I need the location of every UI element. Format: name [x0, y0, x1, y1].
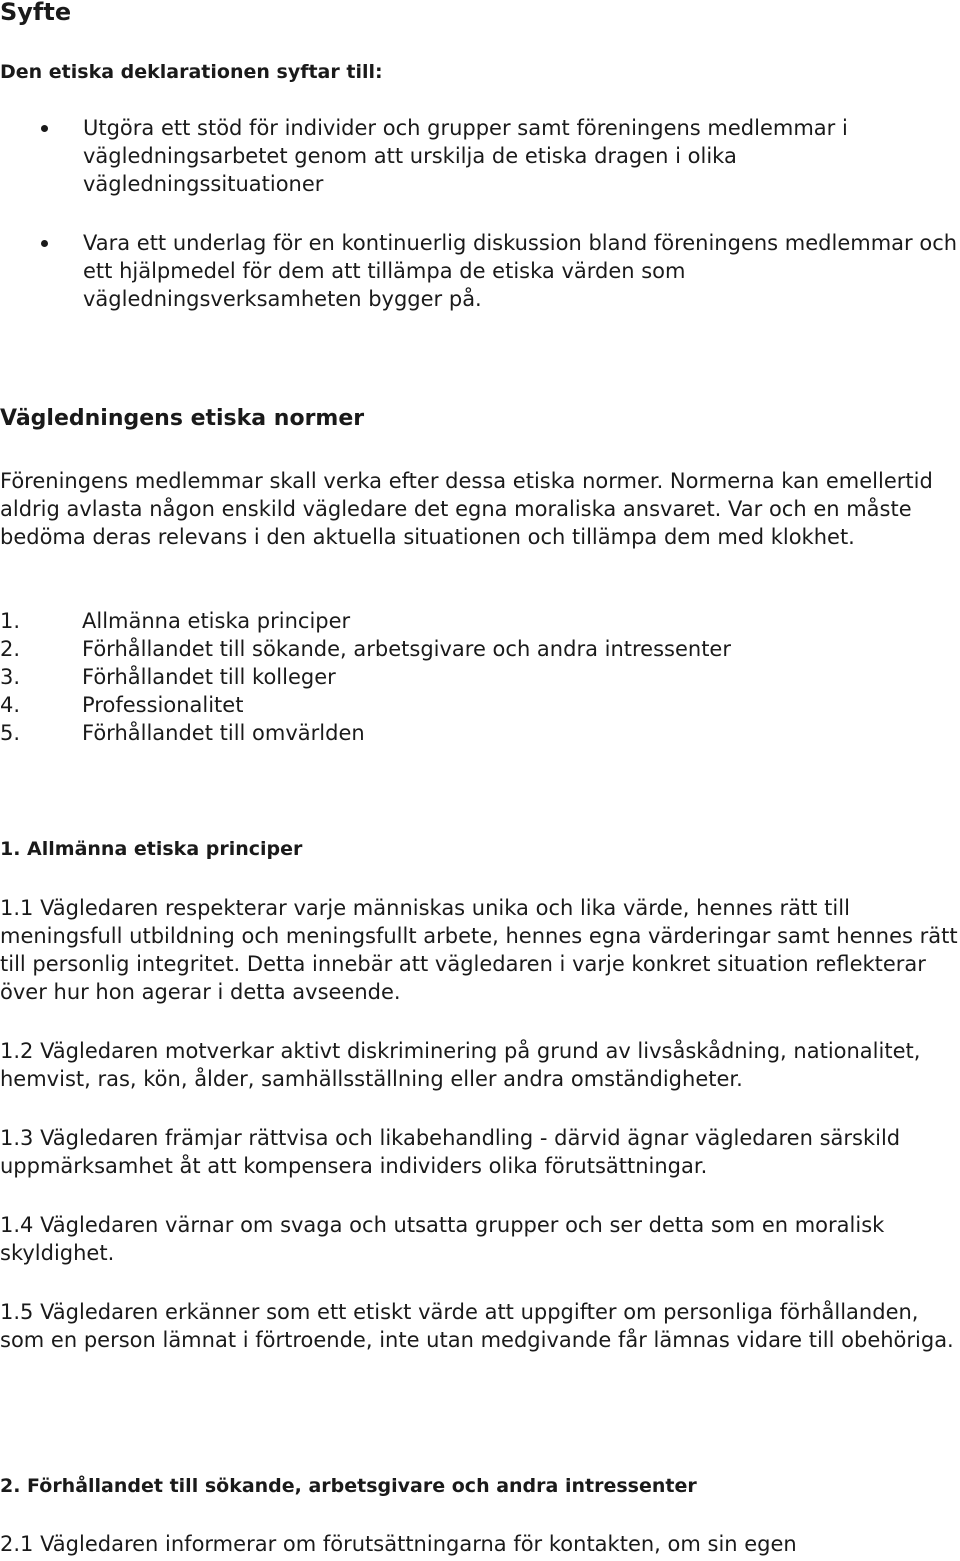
intro-heading: Den etiska deklarationen syftar till:: [0, 61, 383, 83]
norms-paragraph: Föreningens medlemmar skall verka efter dessa etiska normer. Normerna kan emellertid aldrig avlasta någon enskild vägledare det egna moraliska ansvaret. Var och en måste bedöma deras relevans i den aktuella situationen och tillämpa dem med klokhet.: [0, 469, 933, 549]
list-label: Professionalitet: [82, 693, 244, 717]
norms-heading: Vägledningens etiska normer: [0, 406, 365, 431]
list-number: 4.: [0, 693, 21, 717]
section2-paragraph: 2.1 Vägledaren informerar om förutsättningarna för kontakten, om sin egen: [0, 1532, 797, 1556]
section-title: Syfte: [0, 0, 72, 26]
list-number: 5.: [0, 721, 21, 745]
section2-heading: 2. Förhållandet till sökande, arbetsgivare och andra intressenter: [0, 1475, 697, 1497]
bullet-text: Vara ett underlag för en kontinuerlig diskussion bland föreningens medlemmar och ett hjälpmedel för dem att tillämpa de etiska värden som vägledningsverksamheten bygger på.: [83, 231, 958, 311]
list-label: Allmänna etiska principer: [82, 609, 351, 633]
section1-heading: 1. Allmänna etiska principer: [0, 838, 303, 860]
bullet-icon: [41, 240, 48, 247]
section1-paragraph: 1.3 Vägledaren främjar rättvisa och likabehandling - därvid ägnar vägledaren särskild uppmärksamhet åt att kompensera individers olika förutsättningar.: [0, 1126, 901, 1178]
bullet-text: Utgöra ett stöd för individer och grupper samt föreningens medlemmar i vägledningsarbetet genom att urskilja de etiska dragen i olika vägledningssituationer: [83, 116, 848, 196]
section1-paragraph: 1.5 Vägledaren erkänner som ett etiskt värde att uppgifter om personliga förhållanden, som en person lämnat i förtroende, inte utan medgivande får lämnas vidare till obehöriga.: [0, 1300, 954, 1352]
section1-paragraph: 1.1 Vägledaren respekterar varje människas unika och lika värde, hennes rätt till meningsfull utbildning och meningsfullt arbete, hennes egna värderingar samt hennes rätt till personlig integritet. Detta innebär att vägledaren i varje konkret situation reflekterar över hur hon agerar i detta avseende.: [0, 896, 958, 1004]
list-label: Förhållandet till kolleger: [82, 665, 336, 689]
list-number: 3.: [0, 665, 21, 689]
list-label: Förhållandet till omvärlden: [82, 721, 365, 745]
list-label: Förhållandet till sökande, arbetsgivare och andra intressenter: [82, 637, 731, 661]
bullet-icon: [41, 125, 48, 132]
list-number: 2.: [0, 637, 21, 661]
list-number: 1.: [0, 609, 21, 633]
section1-paragraph: 1.4 Vägledaren värnar om svaga och utsatta grupper och ser detta som en moralisk skyldighet.: [0, 1213, 885, 1265]
section1-paragraph: 1.2 Vägledaren motverkar aktivt diskriminering på grund av livsåskådning, nationalitet, hemvist, ras, kön, ålder, samhällsställning eller andra omständigheter.: [0, 1039, 921, 1091]
